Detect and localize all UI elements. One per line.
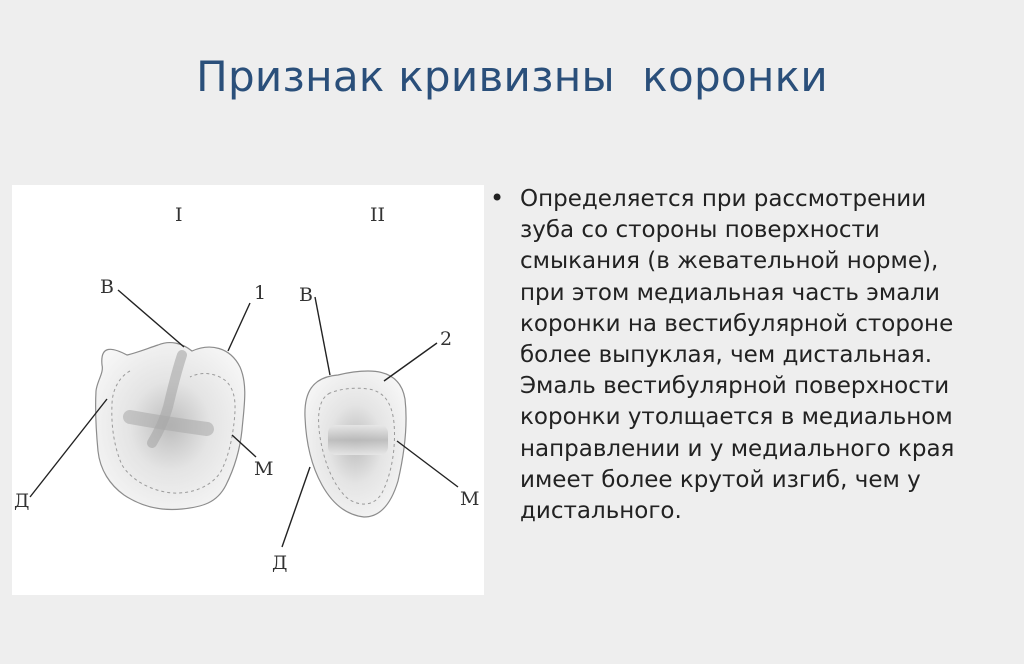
tooth-2-pointer-d — [282, 467, 310, 547]
tooth-2-label-b: В — [299, 284, 313, 306]
tooth-1 — [14, 276, 273, 512]
tooth-2 — [272, 284, 479, 574]
tooth-1-label-b: В — [100, 276, 114, 298]
tooth-2-pointer-b — [315, 297, 330, 375]
tooth-2-groove — [328, 425, 388, 455]
tooth-1-pointer-b — [118, 290, 184, 347]
tooth-2-label-num: 2 — [440, 328, 453, 350]
tooth-diagram-svg — [12, 185, 484, 595]
tooth-2-pointer-m — [397, 441, 458, 487]
slide-title: Признак кривизны коронки — [196, 52, 828, 101]
tooth-2-pointer-2 — [384, 343, 437, 381]
tooth-1-label-m: М — [254, 458, 274, 480]
panel-1-label: I — [175, 204, 183, 226]
tooth-2-label-m: М — [460, 488, 480, 510]
tooth-1-pointer-1 — [228, 303, 250, 351]
panel-2-label: II — [370, 204, 386, 226]
bullet-text: Определяется при рассмотрении зуба со стороны поверхности смыкания (в жевательной норме), при этом медиальная часть эмали коронки на вестибулярной стороне более выпуклая, чем дистальная. Эмаль вестибулярной поверхности коронки утолщается в медиальном направлении и у медиального края имеет более крутой изгиб, чем у дистального. — [520, 186, 955, 525]
tooth-1-label-d: Д — [14, 490, 30, 512]
tooth-1-pointer-d — [30, 399, 107, 497]
tooth-2-label-d: Д — [272, 552, 288, 574]
bullet-marker: • — [490, 184, 505, 212]
tooth-1-label-num: 1 — [254, 282, 267, 304]
tooth-diagram — [12, 185, 484, 595]
